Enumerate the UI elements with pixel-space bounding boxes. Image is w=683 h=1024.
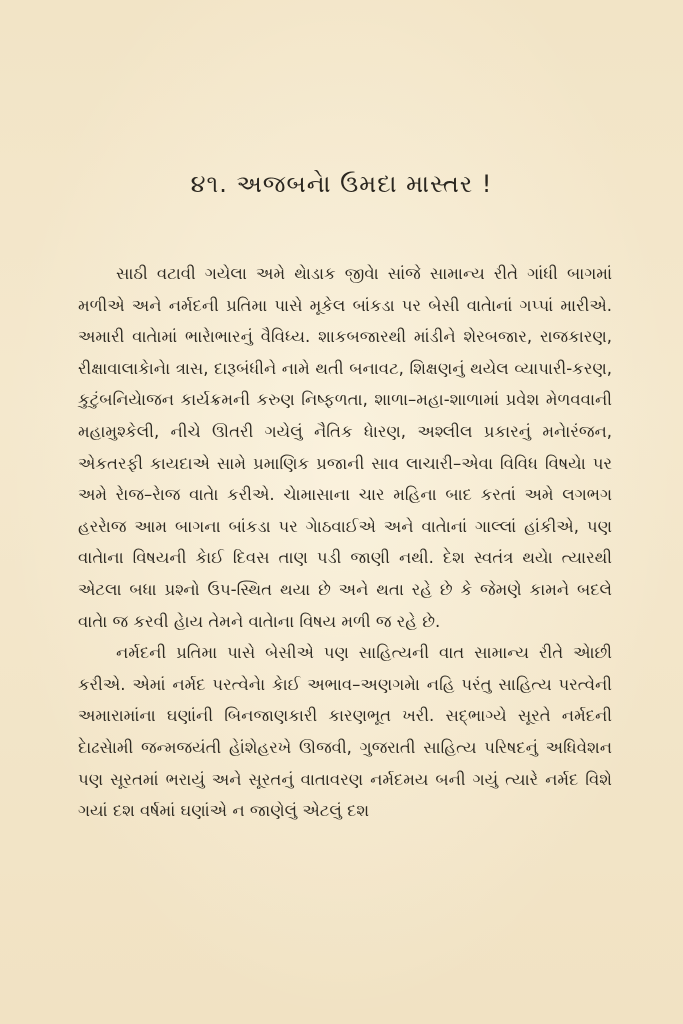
chapter-title: ૪૧. અજબનેા ઉમદા માસ્તર ! <box>190 170 493 198</box>
paragraph-2: નર્મદની પ્રતિમા પાસે બેસીએ પણ સાહિત્યની વાત સામાન્ય રીતે એાછી કરીએ. એમાં નર્મદ પરત્વેનેા કેાઈ અભાવ–અણગમેા નહિ પરંતુ સાહિત્ય પરત્વેની અમારામાંના ઘણાંની બિનજાણકારી કારણભૂત ખરી. સદ્ભાગ્યે સૂરતે નર્મદની દેાઢસેામી જન્મજયંતી હેાંશેહરખે ઊજવી, ગુજરાતી સાહિત્ય પરિષદનું અધિવેશન પણ સૂરતમાં ભરાયું અને સૂરતનું વાતાવરણ નર્મદમય બની ગયું ત્યારે નર્મદ વિશે ગયાં દશ વર્ષમાં ઘણાંએ ન જાણેલું એટલું દશ <box>78 643 612 821</box>
body-text <box>78 258 612 827</box>
paragraph-1: સાઠી વટાવી ગયેલા અમે થેાડાક જીવેા સાંજે સામાન્ય રીતે ગાંધી બાગમાં મળીએ અને નર્મદની પ્રતિમા પાસે મૂકેલ બાંકડા પર બેસી વાતેાનાં ગપ્પાં મારીએ. અમારી વાતેામાં ભારેાભારનું વૈવિધ્ય. શાકબજારથી માંડીને શેરબજાર, રાજકારણ, રીક્ષાવાલાકેાનેા ત્રાસ, દારૂબંધીને નામે થતી બનાવટ, શિક્ષણનું થયેલ વ્યાપારી-કરણ, કુટુંબનિયેાજન કાર્યક્રમની કરુણ નિષ્ફળતા, શાળા–મહા-શાળામાં પ્રવેશ મેળવવાની મહામુશ્કેલી, નીચે ઊતરી ગયેલું નૈતિક ધેારણ, અશ્લીલ પ્રકારનું મનેારંજન, એકતરફી કાયદાએ સામે પ્રમાણિક પ્રજાની સાવ લાચારી–એવા વિવિધ વિષયેા પર અમે રેાજ–રેાજ વાતેા કરીએ. ચેામાસાના ચાર મહિના બાદ કરતાં અમે લગભગ હરરેાજ આમ બાગના બાંકડા પર ગેાઠવાઈએ અને વાતેાનાં ગાલ્લાં હાંકીએ, પણ વાતેાના વિષયની કેાઈ દિવસ તાણ પડી જાણી નથી. દેશ સ્વતંત્ર થયેા ત્યારથી એટલા બધા પ્રશ્નો ઉપ-સ્થિત થયા છે અને થતા રહે છે કે જેમણે કામને બદલે વાતેા જ કરવી હેાય તેમને વાતેાના વિષય મળી જ રહે છે. <box>78 264 612 631</box>
